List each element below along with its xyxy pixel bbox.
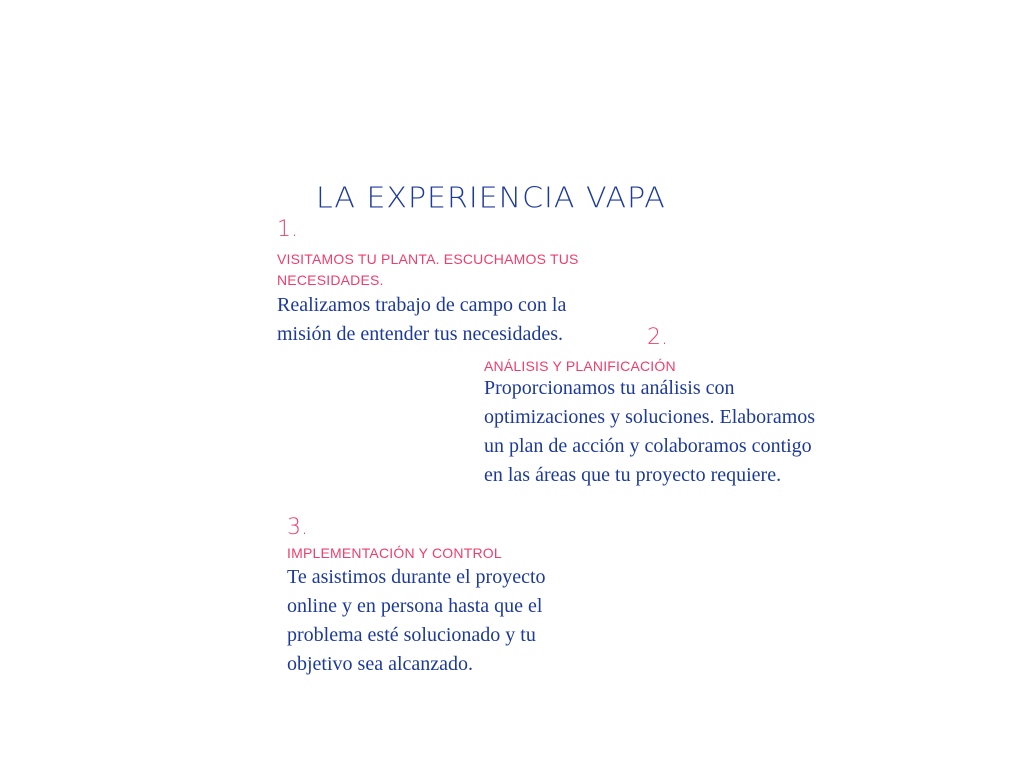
step-number: 3.	[287, 515, 308, 540]
step-number: 1.	[277, 217, 298, 242]
page-title: LA EXPERIENCIA VAPA	[316, 182, 666, 216]
step-heading: ANÁLISIS Y PLANIFICACIÓN	[484, 358, 676, 374]
step-2	[484, 326, 844, 490]
step-heading: IMPLEMENTACIÓN Y CONTROL	[287, 545, 502, 561]
step-description: Te asistimos durante el proyecto online y en persona hasta que el problema esté solucionado y tu objetivo sea alcanzado.	[287, 566, 546, 675]
step-description: Proporcionamos tu análisis con optimizaciones y soluciones. Elaboramos un plan de acción y colaboramos contigo en las áreas que tu proyecto requiere.	[484, 377, 816, 486]
step-heading: VISITAMOS TU PLANTA. ESCUCHAMOS TUS NECESIDADES.	[277, 251, 579, 288]
step-description: Realizamos trabajo de campo con la misión de entender tus necesidades.	[277, 294, 567, 345]
step-number: 2.	[647, 325, 668, 350]
step-3	[287, 516, 607, 679]
